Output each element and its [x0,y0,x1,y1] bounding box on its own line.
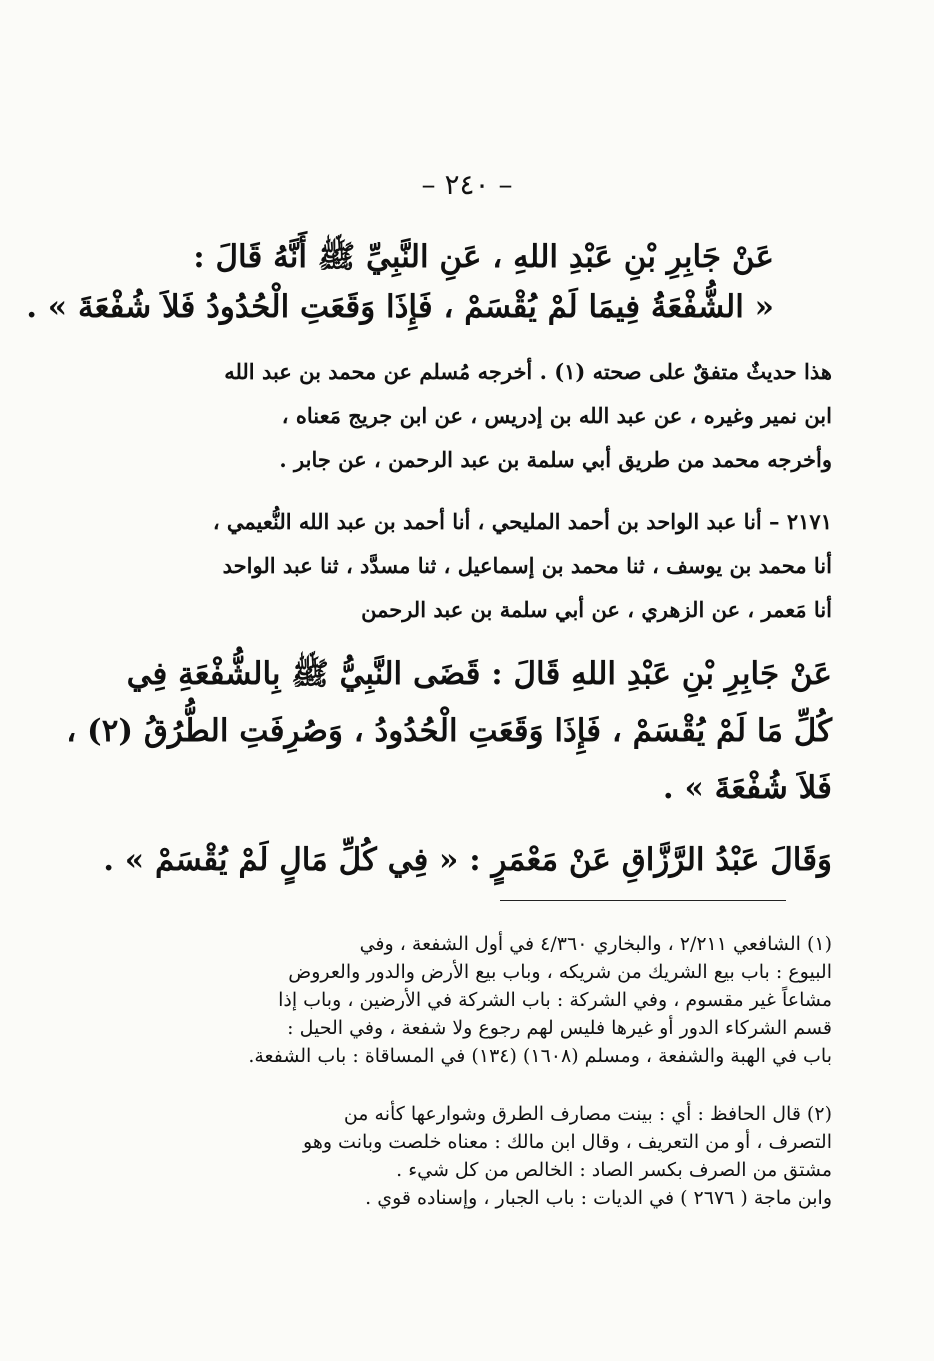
hadith-line: عَنْ جَابِرِ بْنِ عَبْدِ اللهِ ، عَنِ النَّبِيِّ ﷺ أَنَّهُ قَالَ : [193,239,774,275]
hadith-text-3 [103,832,832,889]
footnote-line: (١) الشافعي ٢/٢١١ ، والبخاري ٤/٣٦٠ في أول الشفعة ، وفي [359,933,832,955]
hadith-text-1 [26,232,774,332]
isnad-paragraph [142,500,832,632]
footnote-line: قسم الشركاء الدور أو غيرها فليس لهم رجوع ولا شفعة ، وفي الحيل : [287,1017,832,1039]
hadith-line: « الشُّفْعَةُ فِيمَا لَمْ يُقْسَمْ ، فَإِذَا وَقَعَتِ الْحُدُودُ فَلاَ شُفْعَةَ » . [26,289,774,325]
commentary-paragraph [142,350,832,482]
hadith-line: كُلِّ مَا لَمْ يُقْسَمْ ، فَإِذَا وَقَعَتِ الْحُدُودُ ، وَصُرِفَتِ الطُّرُقُ (٢) ، [66,713,832,749]
footnote-line: مشاعاً غير مقسوم ، وفي الشركة : باب الشركة في الأرضين ، وباب إذا [278,989,832,1011]
footnote-line: باب في الهبة والشفعة ، ومسلم (١٦٠٨) (١٣٤) في المساقاة : باب الشفعة. [248,1045,832,1067]
footnote-2 [142,1100,832,1212]
footnote-line: البيوع : باب بيع الشريك من شريكه ، وباب بيع الأرض والدور والعروض [288,961,832,983]
isnad-line: ٢١٧١ – أنا عبد الواحد بن أحمد المليحي ، أنا أحمد بن عبد الله النُّعيمي ، [212,509,832,534]
footnote-line: التصرف ، أو من التعريف ، وقال ابن مالك : معناه خلصت وبانت وهو [303,1131,832,1153]
commentary-line: ابن نمير وغيره ، عن عبد الله بن إدريس ، عن ابن جريج مَعناه ، [281,403,832,428]
footnote-1 [142,930,832,1070]
commentary-line: هذا حديثٌ متفقٌ على صحته (١) . أخرجه مُسلم عن محمد بن عبد الله [224,359,832,384]
isnad-line: أنا محمد بن يوسف ، ثنا محمد بن إسماعيل ، ثنا مسدَّد ، ثنا عبد الواحد [222,553,832,578]
footnote-line: (٢) قال الحافظ : أي : بينت مصارف الطرق وشوارعها كأنه من [343,1103,832,1125]
footnote-line: مشتق من الصرف بكسر الصاد : الخالص من كل شيء . [396,1159,832,1181]
hadith-line: فَلاَ شُفْعَةَ » . [662,770,832,806]
isnad-line: أنا مَعمر ، عن الزهري ، عن أبي سلمة بن عبد الرحمن [361,597,832,622]
page-number: – ٢٤٠ – [421,168,513,201]
hadith-line: وَقَالَ عَبْدُ الرَّزَّاقِ عَنْ مَعْمَرٍ : « فِي كُلِّ مَالٍ لَمْ يُقْسَمْ » . [103,842,832,878]
commentary-line: وأخرجه محمد من طريق أبي سلمة بن عبد الرحمن ، عن جابر . [279,447,832,472]
hadith-line: عَنْ جَابِرِ بْنِ عَبْدِ اللهِ قَالَ : قَضَى النَّبِيُّ ﷺ بِالشُّفْعَةِ فِي [126,656,832,692]
footnote-divider [500,900,786,901]
hadith-text-2 [66,646,832,817]
footnote-line: وابن ماجة ( ٢٦٧٦ ) في الديات : باب الجبار ، وإسناده قوي . [365,1187,832,1209]
